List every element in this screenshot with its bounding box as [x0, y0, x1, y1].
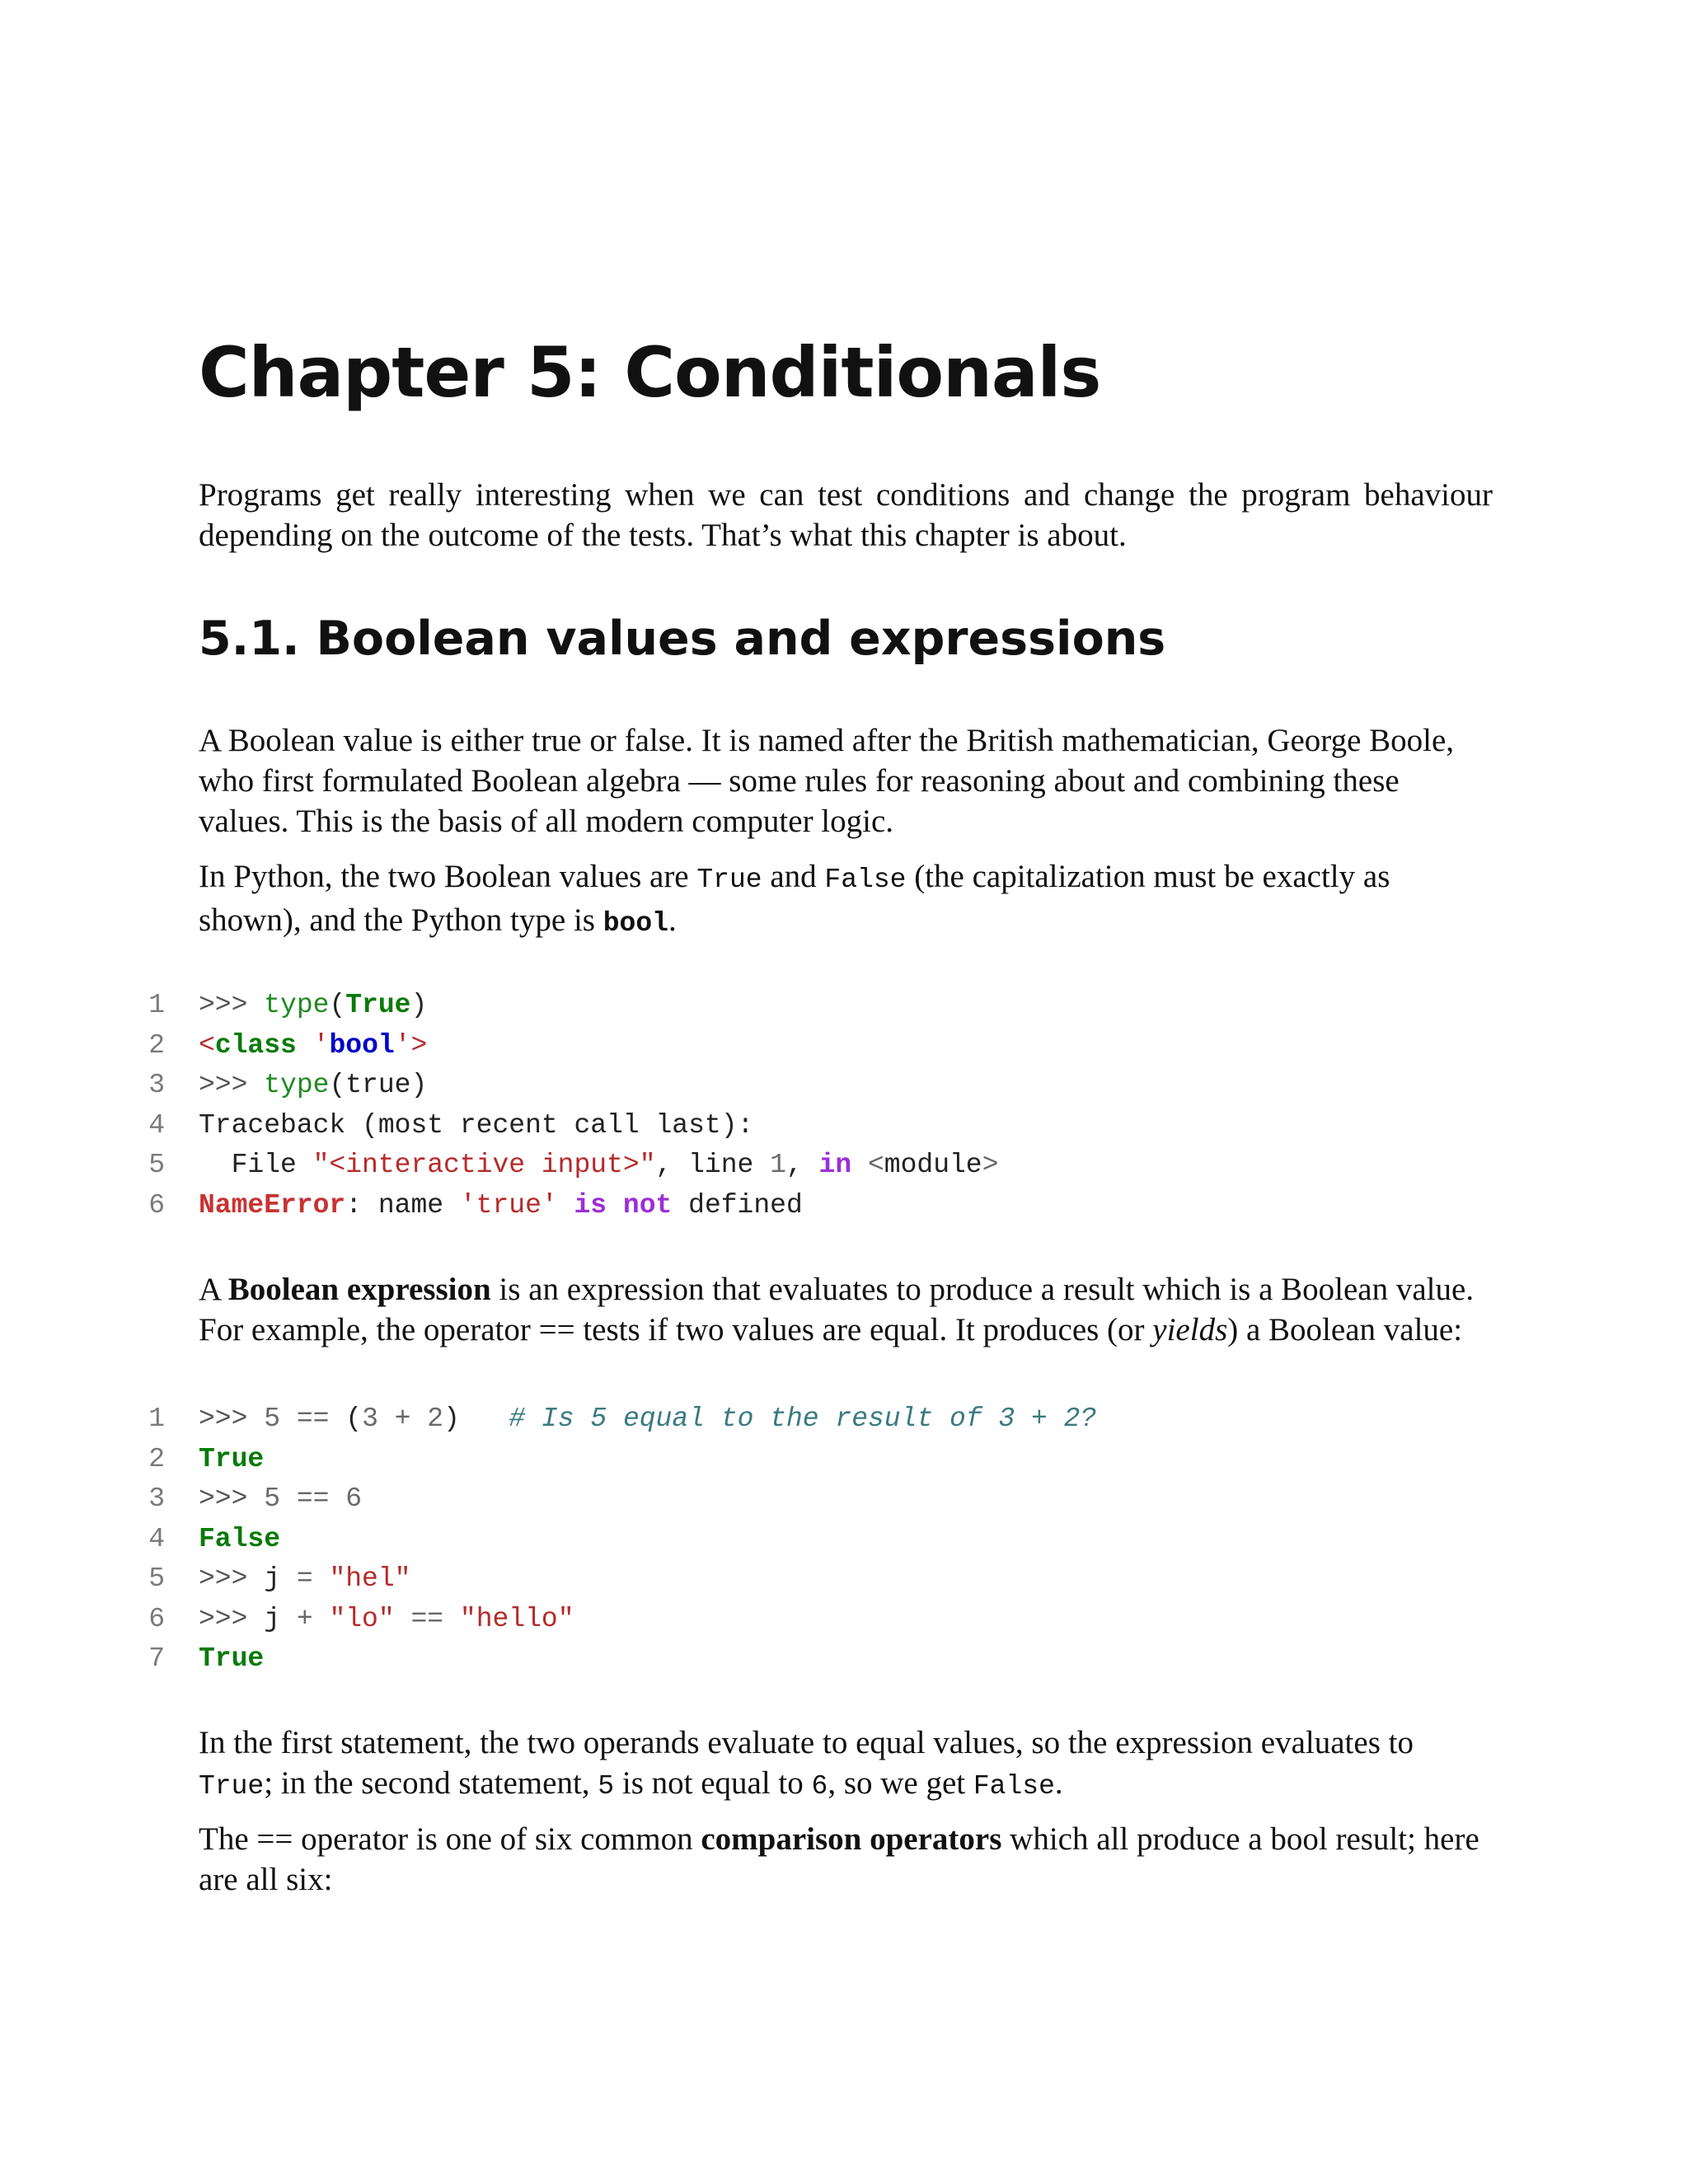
code-token: '> [394, 1029, 428, 1061]
text-span: . [1054, 1765, 1063, 1801]
code-token: bool [329, 1029, 395, 1061]
bold-term: comparison operators [701, 1821, 1002, 1857]
code-token: True [199, 1443, 265, 1474]
code-line [0, 1026, 1688, 1066]
code-text [199, 1106, 753, 1146]
code-token: False [199, 1523, 281, 1554]
code-token: module [884, 1150, 982, 1180]
text-span: . [668, 902, 677, 938]
code-token: type [264, 1070, 330, 1100]
code-token: defined [672, 1189, 803, 1221]
section-title: 5.1. Boolean values and expressions [199, 612, 1166, 666]
code-token: >>> [199, 1483, 265, 1514]
code-text [199, 1559, 410, 1600]
code-token: in [818, 1150, 852, 1180]
code-token: "lo" [329, 1603, 395, 1634]
line-number: 4 [148, 1109, 165, 1141]
code-token: Traceback (most recent call last): [199, 1109, 754, 1141]
code-token: NameError [199, 1189, 346, 1221]
code-token: ) [410, 990, 428, 1020]
code-token [607, 1190, 623, 1221]
code-token: j [264, 1563, 281, 1594]
code-text [199, 1639, 264, 1680]
line-number: 1 [148, 990, 165, 1020]
code-token: 'true' [459, 1189, 558, 1221]
code-token: ) [443, 1404, 509, 1434]
code-token: == [280, 1404, 346, 1434]
text-span: In the first statement, the two operands evaluate to equal values, so the expression evaluates to [199, 1725, 1414, 1760]
code-line [0, 1479, 1688, 1520]
code-text [199, 1066, 427, 1106]
inline-code: bool [603, 908, 668, 939]
italic-term: yields [1152, 1312, 1228, 1347]
text-span: ; in the second statement, [264, 1765, 598, 1801]
code-token: "hel" [329, 1563, 411, 1594]
code-token: True [199, 1643, 265, 1674]
line-number: 5 [148, 1150, 165, 1180]
code-token [297, 1030, 313, 1061]
line-number: 2 [148, 1443, 165, 1474]
text-span: and [762, 859, 825, 894]
text-span: , so we get [828, 1765, 973, 1801]
code-token: "<interactive input>" [312, 1150, 656, 1180]
code-token: + [280, 1603, 330, 1634]
code-text [199, 1186, 803, 1226]
line-number: 2 [148, 1029, 165, 1061]
code-token: > [982, 1150, 999, 1180]
code-token: : name [345, 1189, 460, 1221]
code-token: True [345, 990, 411, 1020]
code-text [199, 1440, 264, 1480]
code-token: ( [329, 990, 346, 1020]
code-line [0, 1146, 1688, 1186]
code-token: >>> [199, 990, 265, 1020]
boolean-expression-paragraph [199, 1269, 1493, 1350]
text-span: A [199, 1272, 228, 1307]
code-token: j [264, 1603, 281, 1634]
code-token: >>> [199, 1404, 265, 1434]
code-line [0, 1186, 1688, 1226]
bold-term: Boolean expression [227, 1272, 491, 1307]
text-span: In Python, the two Boolean values are [199, 859, 697, 894]
code-line [0, 1066, 1688, 1106]
code-token: # Is 5 equal to the result of 3 + 2? [509, 1404, 1097, 1434]
code-text [199, 1146, 998, 1186]
line-number: 7 [148, 1643, 165, 1674]
code-line [0, 1106, 1688, 1146]
code-line [0, 1559, 1688, 1600]
line-number: 6 [148, 1603, 165, 1634]
code-token: 1 [770, 1150, 786, 1180]
code-token: type [264, 990, 330, 1020]
code-token: not [622, 1189, 673, 1221]
code-line [0, 1600, 1688, 1640]
code-token: 5 [264, 1483, 281, 1514]
line-number: 6 [148, 1189, 165, 1221]
code-line [0, 1399, 1688, 1440]
line-number: 1 [148, 1404, 165, 1434]
code-token: , [785, 1150, 819, 1180]
code-text [199, 986, 427, 1026]
code-text [199, 1479, 362, 1520]
code-token: 3 [362, 1404, 378, 1434]
inline-code: True [199, 1771, 265, 1802]
inline-code: 6 [811, 1771, 828, 1802]
code-token: is [574, 1189, 607, 1221]
text-span: which all produce a bool result; here are all six: [199, 1821, 1479, 1897]
python-boolean-paragraph [199, 856, 1493, 944]
line-number: 3 [148, 1483, 165, 1514]
code-token: "hello" [459, 1603, 574, 1634]
inline-code: False [824, 865, 907, 895]
line-number: 3 [148, 1070, 165, 1100]
inline-code: False [973, 1771, 1055, 1802]
text-span: ) a Boolean value: [1227, 1312, 1463, 1347]
code-line [0, 1440, 1688, 1480]
code-line [0, 986, 1688, 1026]
code-token: ' [312, 1029, 330, 1061]
boolean-definition-paragraph: A Boolean value is either true or false. It is named after the British mathematician, George Boole, who first formulated Boolean algebra — some rules for reasoning about and combining these values. This is the basis of all modern computer logic. [199, 723, 1455, 839]
code-token: class [214, 1029, 297, 1061]
comparison-operators-paragraph [199, 1819, 1493, 1900]
code-token: >>> [199, 1070, 265, 1100]
code-line [0, 1520, 1688, 1560]
text-span: The == operator is one of six common [199, 1821, 701, 1857]
code-token: 2 [427, 1404, 444, 1434]
code-token: + [377, 1404, 428, 1434]
code-token: < [867, 1150, 884, 1180]
code-block-type-examples [0, 986, 1688, 1226]
code-line [0, 1639, 1688, 1680]
code-token: == [394, 1603, 460, 1634]
code-token: = [280, 1563, 330, 1594]
code-token [851, 1150, 868, 1180]
code-token: ( [345, 1404, 363, 1434]
text-span: is not equal to [614, 1765, 812, 1801]
code-token: (true) [329, 1070, 428, 1100]
code-token: File [199, 1150, 313, 1180]
code-token: 6 [345, 1483, 363, 1514]
code-token: , line [655, 1150, 771, 1180]
explanation-paragraph [199, 1722, 1493, 1807]
code-text [199, 1399, 1096, 1440]
code-token: < [199, 1029, 215, 1061]
code-token: == [280, 1483, 346, 1514]
line-number: 5 [148, 1563, 165, 1594]
code-text [199, 1600, 574, 1640]
chapter-title: Chapter 5: Conditionals [199, 332, 1101, 413]
code-token: 5 [264, 1404, 281, 1434]
code-token: >>> [199, 1563, 265, 1594]
code-token: >>> [199, 1603, 265, 1634]
text-span: is an expression that evaluates to produce a result which is a Boolean value. For example, the operator == tests if two values are equal. It produces (or [199, 1272, 1475, 1347]
inline-code: 5 [598, 1771, 615, 1802]
code-text [199, 1520, 280, 1560]
intro-paragraph: Programs get really interesting when we can test conditions and change the program behaviour depending on the outcome of the tests. That’s what this chapter is about. [199, 477, 1493, 553]
line-number: 4 [148, 1523, 165, 1554]
code-block-comparison-examples [0, 1399, 1688, 1680]
inline-code: True [696, 865, 762, 895]
code-token [558, 1190, 574, 1221]
text-span: (the capitalization must be exactly as shown), and the Python type is [199, 859, 1390, 938]
code-text [199, 1026, 427, 1066]
